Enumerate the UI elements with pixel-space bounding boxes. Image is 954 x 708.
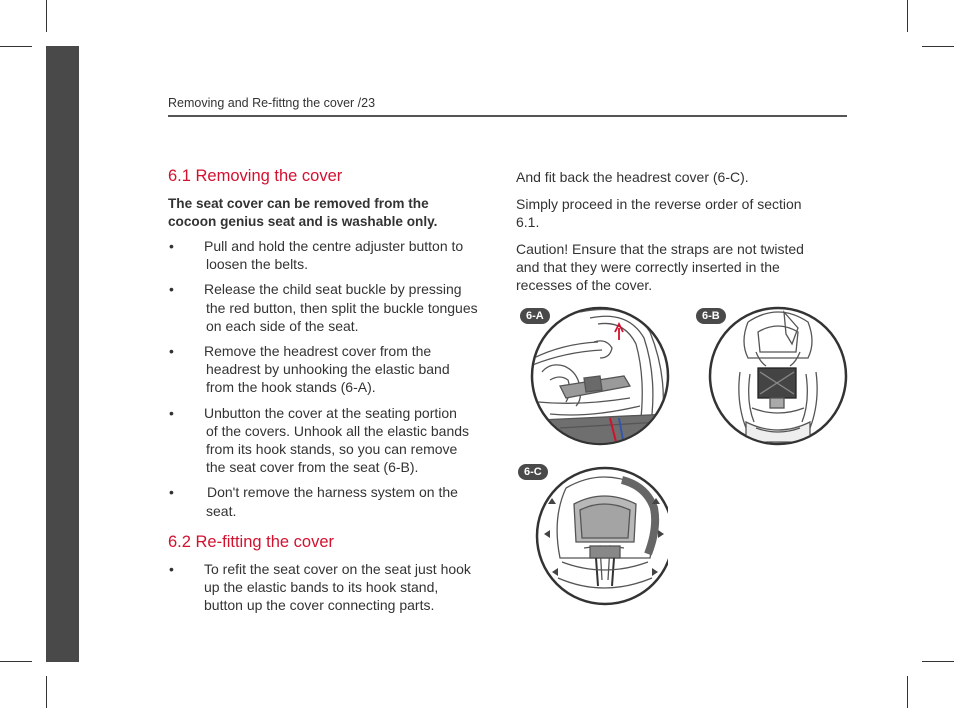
left-column bbox=[168, 166, 508, 621]
figure-6c bbox=[518, 458, 668, 608]
list-item-line: headrest by unhooking the elastic band bbox=[206, 361, 450, 378]
list-item bbox=[168, 237, 508, 273]
figure-6b-illustration bbox=[696, 302, 852, 448]
list-item-line: Remove the headrest cover from the bbox=[204, 343, 432, 360]
section-title: 6.1 Removing the cover bbox=[168, 167, 343, 185]
bullet-icon: • bbox=[169, 238, 174, 254]
crop-mark bbox=[922, 661, 954, 662]
paragraph-line: Simply proceed in the reverse order of section bbox=[516, 196, 802, 212]
list-item-line: up the elastic bands to its hook stand, bbox=[204, 579, 439, 596]
crop-mark bbox=[0, 661, 32, 662]
running-title: Removing and Re-fittng the cover /23 bbox=[168, 96, 376, 110]
sidebar-bar bbox=[46, 46, 79, 662]
bullet-icon: • bbox=[169, 343, 174, 360]
list-item-line: button up the cover connecting parts. bbox=[204, 597, 435, 614]
bullet-icon: • bbox=[169, 484, 174, 501]
list-item bbox=[168, 404, 508, 477]
figure-label-badge: 6-A bbox=[520, 308, 550, 324]
intro-text bbox=[168, 195, 508, 231]
list-item-line: from the hook stands (6-A). bbox=[206, 379, 376, 396]
list-item bbox=[168, 342, 508, 397]
list-item-line: the red button, then split the buckle tongues bbox=[206, 299, 478, 316]
list-item-line: Unbutton the cover at the seating portion bbox=[204, 404, 457, 421]
figure-6c-illustration bbox=[518, 458, 668, 608]
crop-mark bbox=[46, 676, 47, 708]
crop-mark bbox=[907, 0, 908, 32]
list-item bbox=[168, 280, 508, 335]
paragraph-line: Caution! Ensure that the straps are not twisted bbox=[516, 241, 804, 257]
caution-paragraph bbox=[516, 240, 836, 294]
list-item-line: loosen the belts. bbox=[206, 256, 308, 273]
list-item-line: from its hook stands, so you can remove bbox=[206, 441, 458, 458]
figure-label-badge: 6-B bbox=[696, 308, 726, 324]
list-item-line: the seat cover from the seat (6-B). bbox=[206, 459, 419, 476]
list-item-line: To refit the seat cover on the seat just hook bbox=[204, 560, 471, 577]
list-item bbox=[168, 560, 508, 615]
crop-mark bbox=[922, 46, 954, 47]
figure-6a bbox=[520, 302, 680, 448]
section-title: 6.2 Re-fitting the cover bbox=[168, 532, 334, 551]
bullet-icon: • bbox=[169, 560, 174, 577]
header-rule bbox=[168, 115, 847, 117]
list-item-line: Don't remove the harness system on the bbox=[207, 484, 458, 501]
list-item-line: Pull and hold the centre adjuster button to bbox=[204, 238, 464, 254]
paragraph-line: recesses of the cover. bbox=[516, 277, 653, 293]
paragraph-line: 6.1. bbox=[516, 214, 540, 230]
paragraph: And fit back the headrest cover (6-C). bbox=[516, 169, 749, 185]
list-item-line: Release the child seat buckle by pressing bbox=[204, 281, 462, 298]
list-item-line: seat. bbox=[206, 502, 237, 519]
list-item-line: on each side of the seat. bbox=[206, 317, 359, 334]
crop-mark bbox=[0, 46, 32, 47]
figure-label-badge: 6-C bbox=[518, 464, 548, 480]
list-item bbox=[168, 483, 508, 519]
paragraph-line: and that they were correctly inserted in the bbox=[516, 259, 780, 275]
intro-line: The seat cover can be removed from the bbox=[168, 196, 429, 211]
bullet-icon: • bbox=[169, 404, 174, 421]
bullet-icon: • bbox=[169, 281, 174, 298]
intro-line: cocoon genius seat and is washable only. bbox=[168, 214, 438, 229]
crop-mark bbox=[46, 0, 47, 32]
paragraph bbox=[516, 195, 836, 231]
right-column bbox=[516, 168, 836, 303]
crop-mark bbox=[907, 676, 908, 708]
figure-6b bbox=[696, 302, 852, 448]
figure-6a-illustration bbox=[520, 302, 680, 448]
list-item-line: of the covers. Unhook all the elastic bands bbox=[206, 422, 470, 439]
